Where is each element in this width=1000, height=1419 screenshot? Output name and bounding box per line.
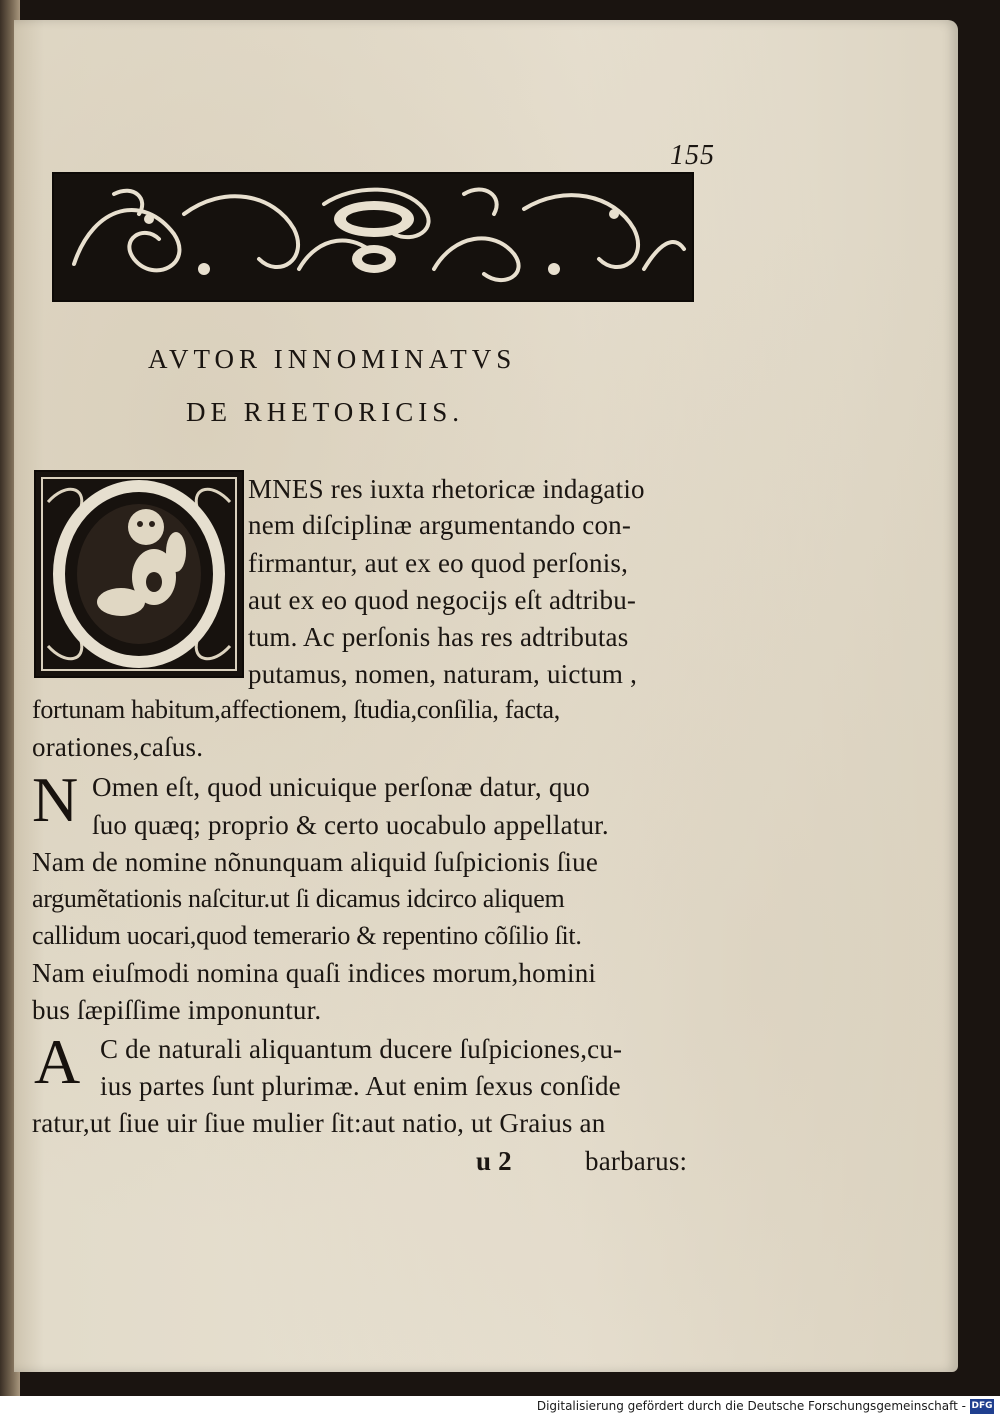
text-line-9: Omen eſt, quod unicuique perſonæ datur, quo xyxy=(92,772,590,802)
text-line-15: bus ſæpiſſime imponuntur. xyxy=(32,995,322,1025)
text-line-10: ſuo quæq; proprio & certo uocabulo appellatur. xyxy=(92,810,609,840)
text-line-8: orationes,caſus. xyxy=(32,732,204,762)
text-line-5: tum. Ac perſonis has res adtributas xyxy=(248,622,629,652)
initial-N: N xyxy=(32,764,79,835)
text-line-4: aut ex eo quod negocijs eſt adtribu- xyxy=(248,585,637,615)
text-line-11: Nam de nomine nõnunquam aliquid ſuſpicionis ſiue xyxy=(32,847,599,877)
text-line-17: ius partes ſunt plurimæ. Aut enim ſexus conſide xyxy=(100,1071,621,1101)
footer-credit: Digitalisierung gefördert durch die Deutsche Forschungsgemeinschaft - xyxy=(536,1399,966,1413)
signature-mark: u 2 xyxy=(476,1146,512,1176)
text-line-18: ratur,ut ſiue uir ſiue mulier ſit:aut natio, ut Graius an xyxy=(32,1108,606,1138)
decorated-initial-O xyxy=(34,470,244,678)
ornamental-headpiece xyxy=(52,172,694,302)
dfg-logo: DFG xyxy=(970,1399,994,1414)
text-line-3: firmantur, aut ex eo quod perſonis, xyxy=(248,548,629,578)
text-line-7: fortunam habitum,affectionem, ſtudia,conſilia, facta, xyxy=(32,695,560,724)
text-line-6: putamus, nomen, naturam, uictum , xyxy=(248,659,638,689)
text-line-2: nem diſciplinæ argumentando con- xyxy=(248,510,632,540)
text-line-12: argumẽtationis naſcitur.ut ſi dicamus idcirco aliquem xyxy=(32,884,565,913)
text-line-14: Nam eiuſmodi nomina quaſi indices morum,homini xyxy=(32,958,597,988)
page-number: 155 xyxy=(670,140,715,171)
title-line-1: AVTOR INNOMINATVS xyxy=(148,344,517,374)
text-line-13: callidum uocari,quod temerario & repentino cõſilio ſit. xyxy=(32,921,582,950)
text-line-16: C de naturali aliquantum ducere ſuſpiciones,cu- xyxy=(100,1034,623,1064)
text-line-1: MNES res iuxta rhetoricæ indagatio xyxy=(248,474,645,504)
initial-A: A xyxy=(34,1026,81,1097)
title-line-2: DE RHETORICIS. xyxy=(186,397,465,427)
catchword: barbarus: xyxy=(585,1146,688,1176)
